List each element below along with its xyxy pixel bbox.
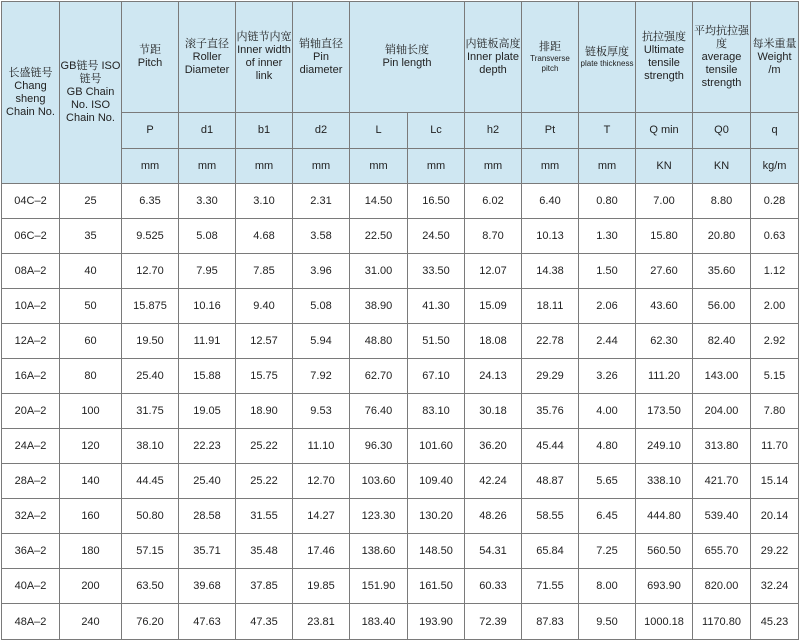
- value-cell: 18.11: [522, 289, 579, 324]
- value-cell: 76.40: [350, 394, 408, 429]
- value-cell: 38.10: [122, 429, 179, 464]
- value-cell: 14.50: [350, 184, 408, 219]
- value-cell: 8.00: [579, 569, 636, 604]
- unit-cell: mm: [465, 149, 522, 184]
- value-cell: 56.00: [693, 289, 751, 324]
- value-cell: 560.50: [636, 534, 693, 569]
- value-cell: 39.68: [179, 569, 236, 604]
- value-cell: 2.06: [579, 289, 636, 324]
- value-cell: 444.80: [636, 499, 693, 534]
- value-cell: 0.80: [579, 184, 636, 219]
- table-row: [2, 464, 799, 499]
- value-cell: 35.48: [236, 534, 293, 569]
- unit-cell: mm: [408, 149, 465, 184]
- value-cell: 14.27: [293, 499, 350, 534]
- value-cell: 539.40: [693, 499, 751, 534]
- value-cell: 31.55: [236, 499, 293, 534]
- value-cell: 9.50: [579, 604, 636, 640]
- value-cell: 183.40: [350, 604, 408, 640]
- value-cell: 4.68: [236, 219, 293, 254]
- value-cell: 338.10: [636, 464, 693, 499]
- header-ultimate-tensile: 抗拉强度 Ultimate tensile strength: [636, 2, 693, 113]
- value-cell: 51.50: [408, 324, 465, 359]
- header-row-units: [2, 149, 799, 184]
- header-average-tensile: 平均抗拉强度 average tensile strength: [693, 2, 751, 113]
- value-cell: 3.30: [179, 184, 236, 219]
- value-cell: 44.45: [122, 464, 179, 499]
- value-cell: 25.22: [236, 429, 293, 464]
- value-cell: 20.14: [751, 499, 799, 534]
- value-cell: 1.50: [579, 254, 636, 289]
- header-roller-diameter: 滚子直径 Roller Diameter: [179, 2, 236, 113]
- value-cell: 35.60: [693, 254, 751, 289]
- value-cell: 47.63: [179, 604, 236, 640]
- value-cell: 10.13: [522, 219, 579, 254]
- value-cell: 3.10: [236, 184, 293, 219]
- value-cell: 82.40: [693, 324, 751, 359]
- value-cell: 22.23: [179, 429, 236, 464]
- value-cell: 80: [60, 359, 122, 394]
- table-body: [2, 184, 799, 640]
- value-cell: 12.57: [236, 324, 293, 359]
- chain-spec-table: [1, 1, 799, 640]
- value-cell: 19.85: [293, 569, 350, 604]
- value-cell: 15.80: [636, 219, 693, 254]
- value-cell: 193.90: [408, 604, 465, 640]
- value-cell: 7.92: [293, 359, 350, 394]
- value-cell: 2.00: [751, 289, 799, 324]
- value-cell: 3.58: [293, 219, 350, 254]
- value-cell: 5.94: [293, 324, 350, 359]
- value-cell: 32.24: [751, 569, 799, 604]
- value-cell: 31.00: [350, 254, 408, 289]
- value-cell: 57.15: [122, 534, 179, 569]
- unit-cell: mm: [350, 149, 408, 184]
- value-cell: 37.85: [236, 569, 293, 604]
- value-cell: 173.50: [636, 394, 693, 429]
- value-cell: 6.35: [122, 184, 179, 219]
- chain-number-cell: 32A–2: [2, 499, 60, 534]
- value-cell: 33.50: [408, 254, 465, 289]
- unit-cell: mm: [522, 149, 579, 184]
- table-row: [2, 569, 799, 604]
- value-cell: 8.70: [465, 219, 522, 254]
- value-cell: 7.80: [751, 394, 799, 429]
- symbol-cell: L: [350, 113, 408, 149]
- value-cell: 23.81: [293, 604, 350, 640]
- chain-number-cell: 16A–2: [2, 359, 60, 394]
- value-cell: 7.25: [579, 534, 636, 569]
- value-cell: 36.20: [465, 429, 522, 464]
- value-cell: 11.70: [751, 429, 799, 464]
- value-cell: 83.10: [408, 394, 465, 429]
- value-cell: 54.31: [465, 534, 522, 569]
- value-cell: 30.18: [465, 394, 522, 429]
- chain-number-cell: 48A–2: [2, 604, 60, 640]
- header-gb-iso-chain-no: GB链号 ISO链号 GB Chain No. ISO Chain No.: [60, 2, 122, 184]
- table-row: [2, 184, 799, 219]
- header-row-names: [2, 2, 799, 113]
- value-cell: 1.30: [579, 219, 636, 254]
- table-row: [2, 534, 799, 569]
- symbol-cell: Pt: [522, 113, 579, 149]
- value-cell: 0.63: [751, 219, 799, 254]
- value-cell: 17.46: [293, 534, 350, 569]
- value-cell: 15.88: [179, 359, 236, 394]
- value-cell: 38.90: [350, 289, 408, 324]
- table-row: [2, 219, 799, 254]
- header-weight: 每米重量 Weight /m: [751, 2, 799, 113]
- chain-number-cell: 08A–2: [2, 254, 60, 289]
- value-cell: 130.20: [408, 499, 465, 534]
- value-cell: 7.95: [179, 254, 236, 289]
- table-row: [2, 499, 799, 534]
- chain-number-cell: 04C–2: [2, 184, 60, 219]
- value-cell: 22.78: [522, 324, 579, 359]
- value-cell: 45.44: [522, 429, 579, 464]
- value-cell: 50.80: [122, 499, 179, 534]
- value-cell: 48.87: [522, 464, 579, 499]
- value-cell: 14.38: [522, 254, 579, 289]
- value-cell: 12.70: [293, 464, 350, 499]
- chain-number-cell: 36A–2: [2, 534, 60, 569]
- symbol-cell: b1: [236, 113, 293, 149]
- value-cell: 12.07: [465, 254, 522, 289]
- unit-cell: mm: [236, 149, 293, 184]
- symbol-cell: q: [751, 113, 799, 149]
- value-cell: 120: [60, 429, 122, 464]
- value-cell: 96.30: [350, 429, 408, 464]
- value-cell: 2.31: [293, 184, 350, 219]
- header-inner-width: 内链节内宽 Inner width of inner link: [236, 2, 293, 113]
- value-cell: 4.00: [579, 394, 636, 429]
- value-cell: 76.20: [122, 604, 179, 640]
- table-row: [2, 429, 799, 464]
- value-cell: 40: [60, 254, 122, 289]
- value-cell: 9.525: [122, 219, 179, 254]
- value-cell: 25: [60, 184, 122, 219]
- value-cell: 140: [60, 464, 122, 499]
- value-cell: 24.50: [408, 219, 465, 254]
- value-cell: 16.50: [408, 184, 465, 219]
- value-cell: 47.35: [236, 604, 293, 640]
- value-cell: 109.40: [408, 464, 465, 499]
- header-pin-length: 销轴长度 Pin length: [350, 2, 465, 113]
- value-cell: 161.50: [408, 569, 465, 604]
- value-cell: 15.75: [236, 359, 293, 394]
- value-cell: 43.60: [636, 289, 693, 324]
- value-cell: 28.58: [179, 499, 236, 534]
- value-cell: 62.70: [350, 359, 408, 394]
- header-pitch: 节距 Pitch: [122, 2, 179, 113]
- value-cell: 15.09: [465, 289, 522, 324]
- chain-number-cell: 24A–2: [2, 429, 60, 464]
- value-cell: 148.50: [408, 534, 465, 569]
- header-chain-no: 长盛链号 Chang sheng Chain No.: [2, 2, 60, 184]
- value-cell: 67.10: [408, 359, 465, 394]
- value-cell: 41.30: [408, 289, 465, 324]
- value-cell: 25.22: [236, 464, 293, 499]
- chain-number-cell: 40A–2: [2, 569, 60, 604]
- value-cell: 2.92: [751, 324, 799, 359]
- header-plate-thickness: 链板厚度 plate thickness: [579, 2, 636, 113]
- value-cell: 60.33: [465, 569, 522, 604]
- value-cell: 5.15: [751, 359, 799, 394]
- value-cell: 15.875: [122, 289, 179, 324]
- value-cell: 12.70: [122, 254, 179, 289]
- value-cell: 27.60: [636, 254, 693, 289]
- value-cell: 48.80: [350, 324, 408, 359]
- table-row: [2, 324, 799, 359]
- value-cell: 48.26: [465, 499, 522, 534]
- symbol-cell: h2: [465, 113, 522, 149]
- value-cell: 160: [60, 499, 122, 534]
- value-cell: 5.65: [579, 464, 636, 499]
- value-cell: 3.96: [293, 254, 350, 289]
- value-cell: 65.84: [522, 534, 579, 569]
- value-cell: 655.70: [693, 534, 751, 569]
- value-cell: 421.70: [693, 464, 751, 499]
- value-cell: 2.44: [579, 324, 636, 359]
- value-cell: 60: [60, 324, 122, 359]
- value-cell: 123.30: [350, 499, 408, 534]
- header-row-symbols: [2, 113, 799, 149]
- value-cell: 18.90: [236, 394, 293, 429]
- value-cell: 1000.18: [636, 604, 693, 640]
- value-cell: 45.23: [751, 604, 799, 640]
- value-cell: 0.28: [751, 184, 799, 219]
- value-cell: 11.10: [293, 429, 350, 464]
- unit-cell: mm: [179, 149, 236, 184]
- value-cell: 249.10: [636, 429, 693, 464]
- symbol-cell: T: [579, 113, 636, 149]
- value-cell: 11.91: [179, 324, 236, 359]
- value-cell: 8.80: [693, 184, 751, 219]
- value-cell: 62.30: [636, 324, 693, 359]
- value-cell: 10.16: [179, 289, 236, 324]
- value-cell: 4.80: [579, 429, 636, 464]
- value-cell: 7.00: [636, 184, 693, 219]
- value-cell: 180: [60, 534, 122, 569]
- value-cell: 1.12: [751, 254, 799, 289]
- value-cell: 35: [60, 219, 122, 254]
- value-cell: 25.40: [179, 464, 236, 499]
- header-transverse-pitch: 排距 Transverse pitch: [522, 2, 579, 113]
- value-cell: 1170.80: [693, 604, 751, 640]
- table-row: [2, 254, 799, 289]
- table-row: [2, 359, 799, 394]
- value-cell: 15.14: [751, 464, 799, 499]
- value-cell: 103.60: [350, 464, 408, 499]
- value-cell: 820.00: [693, 569, 751, 604]
- table-row: [2, 289, 799, 324]
- value-cell: 5.08: [293, 289, 350, 324]
- value-cell: 200: [60, 569, 122, 604]
- chain-number-cell: 12A–2: [2, 324, 60, 359]
- value-cell: 204.00: [693, 394, 751, 429]
- unit-cell: kg/m: [751, 149, 799, 184]
- chain-number-cell: 06C–2: [2, 219, 60, 254]
- value-cell: 31.75: [122, 394, 179, 429]
- value-cell: 151.90: [350, 569, 408, 604]
- table-row: [2, 604, 799, 640]
- value-cell: 313.80: [693, 429, 751, 464]
- value-cell: 240: [60, 604, 122, 640]
- value-cell: 6.02: [465, 184, 522, 219]
- value-cell: 29.29: [522, 359, 579, 394]
- unit-cell: KN: [693, 149, 751, 184]
- value-cell: 25.40: [122, 359, 179, 394]
- value-cell: 20.80: [693, 219, 751, 254]
- symbol-cell: Lc: [408, 113, 465, 149]
- value-cell: 6.45: [579, 499, 636, 534]
- value-cell: 35.71: [179, 534, 236, 569]
- value-cell: 693.90: [636, 569, 693, 604]
- value-cell: 5.08: [179, 219, 236, 254]
- value-cell: 101.60: [408, 429, 465, 464]
- value-cell: 42.24: [465, 464, 522, 499]
- value-cell: 22.50: [350, 219, 408, 254]
- value-cell: 138.60: [350, 534, 408, 569]
- symbol-cell: d2: [293, 113, 350, 149]
- unit-cell: KN: [636, 149, 693, 184]
- value-cell: 9.40: [236, 289, 293, 324]
- symbol-cell: P: [122, 113, 179, 149]
- symbol-cell: d1: [179, 113, 236, 149]
- value-cell: 19.50: [122, 324, 179, 359]
- value-cell: 19.05: [179, 394, 236, 429]
- value-cell: 143.00: [693, 359, 751, 394]
- value-cell: 71.55: [522, 569, 579, 604]
- value-cell: 63.50: [122, 569, 179, 604]
- value-cell: 87.83: [522, 604, 579, 640]
- unit-cell: mm: [122, 149, 179, 184]
- unit-cell: mm: [293, 149, 350, 184]
- value-cell: 111.20: [636, 359, 693, 394]
- value-cell: 18.08: [465, 324, 522, 359]
- value-cell: 3.26: [579, 359, 636, 394]
- value-cell: 29.22: [751, 534, 799, 569]
- value-cell: 7.85: [236, 254, 293, 289]
- chain-number-cell: 20A–2: [2, 394, 60, 429]
- chain-number-cell: 10A–2: [2, 289, 60, 324]
- unit-cell: mm: [579, 149, 636, 184]
- value-cell: 58.55: [522, 499, 579, 534]
- value-cell: 50: [60, 289, 122, 324]
- chain-number-cell: 28A–2: [2, 464, 60, 499]
- value-cell: 72.39: [465, 604, 522, 640]
- value-cell: 6.40: [522, 184, 579, 219]
- value-cell: 35.76: [522, 394, 579, 429]
- header-inner-plate-depth: 内链板高度 Inner plate depth: [465, 2, 522, 113]
- symbol-cell: Q min: [636, 113, 693, 149]
- value-cell: 9.53: [293, 394, 350, 429]
- table-row: [2, 394, 799, 429]
- value-cell: 100: [60, 394, 122, 429]
- value-cell: 24.13: [465, 359, 522, 394]
- symbol-cell: Q0: [693, 113, 751, 149]
- header-pin-diameter: 销轴直径 Pin diameter: [293, 2, 350, 113]
